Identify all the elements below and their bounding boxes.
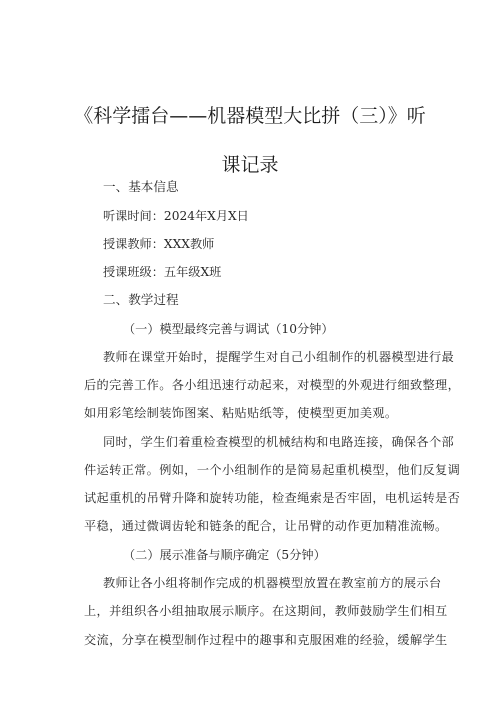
section-heading-basic-info: 一、基本信息 xyxy=(103,179,179,194)
paragraph-2-line-3: 试起重机的吊臂升降和旋转功能，检查绳索是否牢固，电机运转是否 xyxy=(84,491,461,505)
paragraph-1-line-1: 教师在课堂开始时，提醒学生对自己小组制作的机器模型进行最 xyxy=(103,350,455,364)
paragraph-2-line-4: 平稳，通过微调齿轮和链条的配合，让吊臂的动作更加精准流畅。 xyxy=(84,519,448,533)
paragraph-3-line-3: 交流，分享在模型制作过程中的趣事和克服困难的经验，缓解学生 xyxy=(84,633,448,647)
paragraph-2-line-2: 件运转正常。例如，一个小组制作的是简易起重机模型，他们反复调 xyxy=(84,463,461,477)
paragraph-3-line-2: 上，并组织各小组抽取展示顺序。在这期间，教师鼓励学生们相互 xyxy=(84,604,448,618)
subsection-heading-1: （一）模型最终完善与调试（10分钟） xyxy=(123,322,334,336)
section-heading-teaching-process: 二、教学过程 xyxy=(103,292,179,307)
document-title-line-1: 《科学擂台——机器模型大比拼（三）》听 xyxy=(74,105,426,127)
paragraph-3-line-1: 教师让各小组将制作完成的机器模型放置在教室前方的展示台 xyxy=(103,576,442,590)
info-teacher: 授课教师：XXX教师 xyxy=(103,237,215,251)
info-class: 授课班级：五年级X班 xyxy=(103,265,222,279)
paragraph-1-line-2: 后的完善工作。各小组迅速行动起来，对模型的外观进行细致整理， xyxy=(84,378,461,392)
document-title-line-2: 课记录 xyxy=(221,154,279,176)
paragraph-1-line-3: 如用彩笔绘制装饰图案、粘贴贴纸等，使模型更加美观。 xyxy=(84,406,398,420)
info-time: 听课时间：2024年X月X日 xyxy=(103,209,249,223)
paragraph-2-line-1: 同时，学生们着重检查模型的机械结构和电路连接，确保各个部 xyxy=(103,435,455,449)
subsection-heading-2: （二）展示准备与顺序确定（5分钟） xyxy=(123,548,326,562)
